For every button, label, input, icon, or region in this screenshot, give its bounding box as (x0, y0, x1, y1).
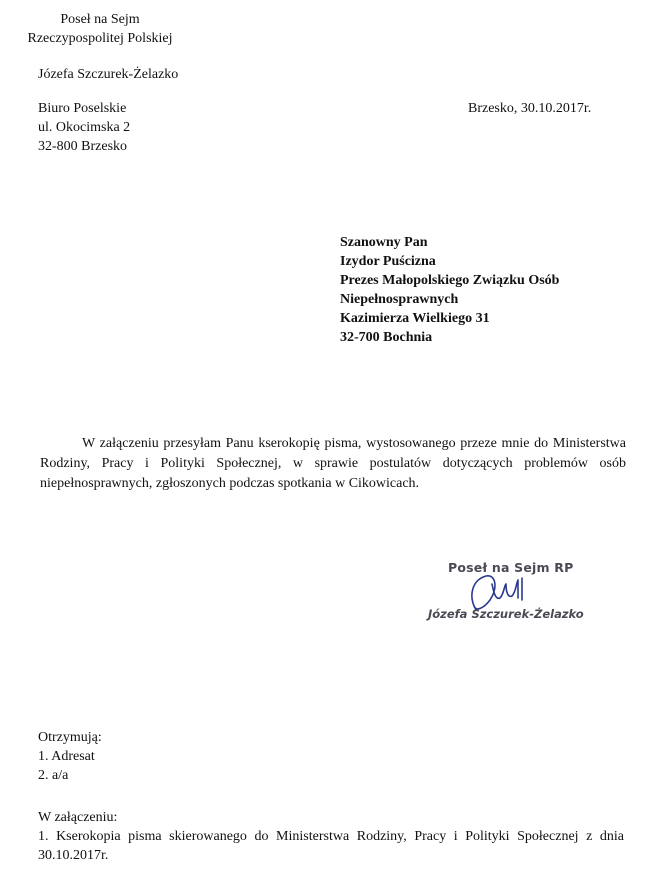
recipients-list (38, 728, 102, 785)
office-street: ul. Okocimska 2 (38, 120, 131, 135)
sender-name: Józefa Szczurek-Żelazko (38, 67, 179, 82)
recipient-title-line1: Prezes Małopolskiego Związku Osób (340, 273, 560, 288)
recipient-salutation: Szanowny Pan (340, 235, 428, 250)
recipient-title-line2: Niepełnosprawnych (340, 292, 459, 307)
recipient-city: 32-700 Bochnia (340, 330, 433, 345)
office-name: Biuro Poselskie (38, 101, 127, 116)
letter-body (40, 434, 626, 494)
attachments-heading: W załączeniu: (38, 810, 118, 825)
attachments (38, 808, 624, 865)
recipient-address (340, 233, 559, 347)
attachment-item-1: 1. Kserokopia pisma skierowanego do Ministerstwa Rodziny, Pracy i Polityki Społecznej z dnia 30.10.2017r. (38, 829, 624, 863)
recipients-heading: Otrzymują: (38, 730, 102, 745)
signature-stamp (418, 558, 596, 630)
sender-header-line2: Rzeczypospolitej Polskiej (27, 31, 173, 46)
place-date: Brzesko, 30.10.2017r. (468, 101, 592, 116)
office-address (38, 99, 130, 156)
body-paragraph: W załączeniu przesyłam Panu kserokopię pisma, wystosowanego przeze mnie do Ministerstwa Rodziny, Pracy i Polityki Społecznej, w sprawie postulatów dotyczących problemów osób niepełnosprawnych, zgłoszonych podczas spotkania w Cikowicach. (40, 436, 626, 491)
recipients-item-2: 2. a/a (38, 768, 69, 783)
recipient-name: Izydor Puścizna (340, 254, 436, 269)
sender-header (8, 10, 192, 48)
recipients-item-1: 1. Adresat (38, 749, 95, 764)
stamp-title: Poseł na Sejm RP (448, 560, 574, 575)
stamp-name: Józefa Szczurek-Żelazko (428, 607, 584, 621)
sender-header-line1: Poseł na Sejm (60, 12, 140, 27)
office-city: 32-800 Brzesko (38, 139, 128, 154)
recipient-street: Kazimierza Wielkiego 31 (340, 311, 490, 326)
